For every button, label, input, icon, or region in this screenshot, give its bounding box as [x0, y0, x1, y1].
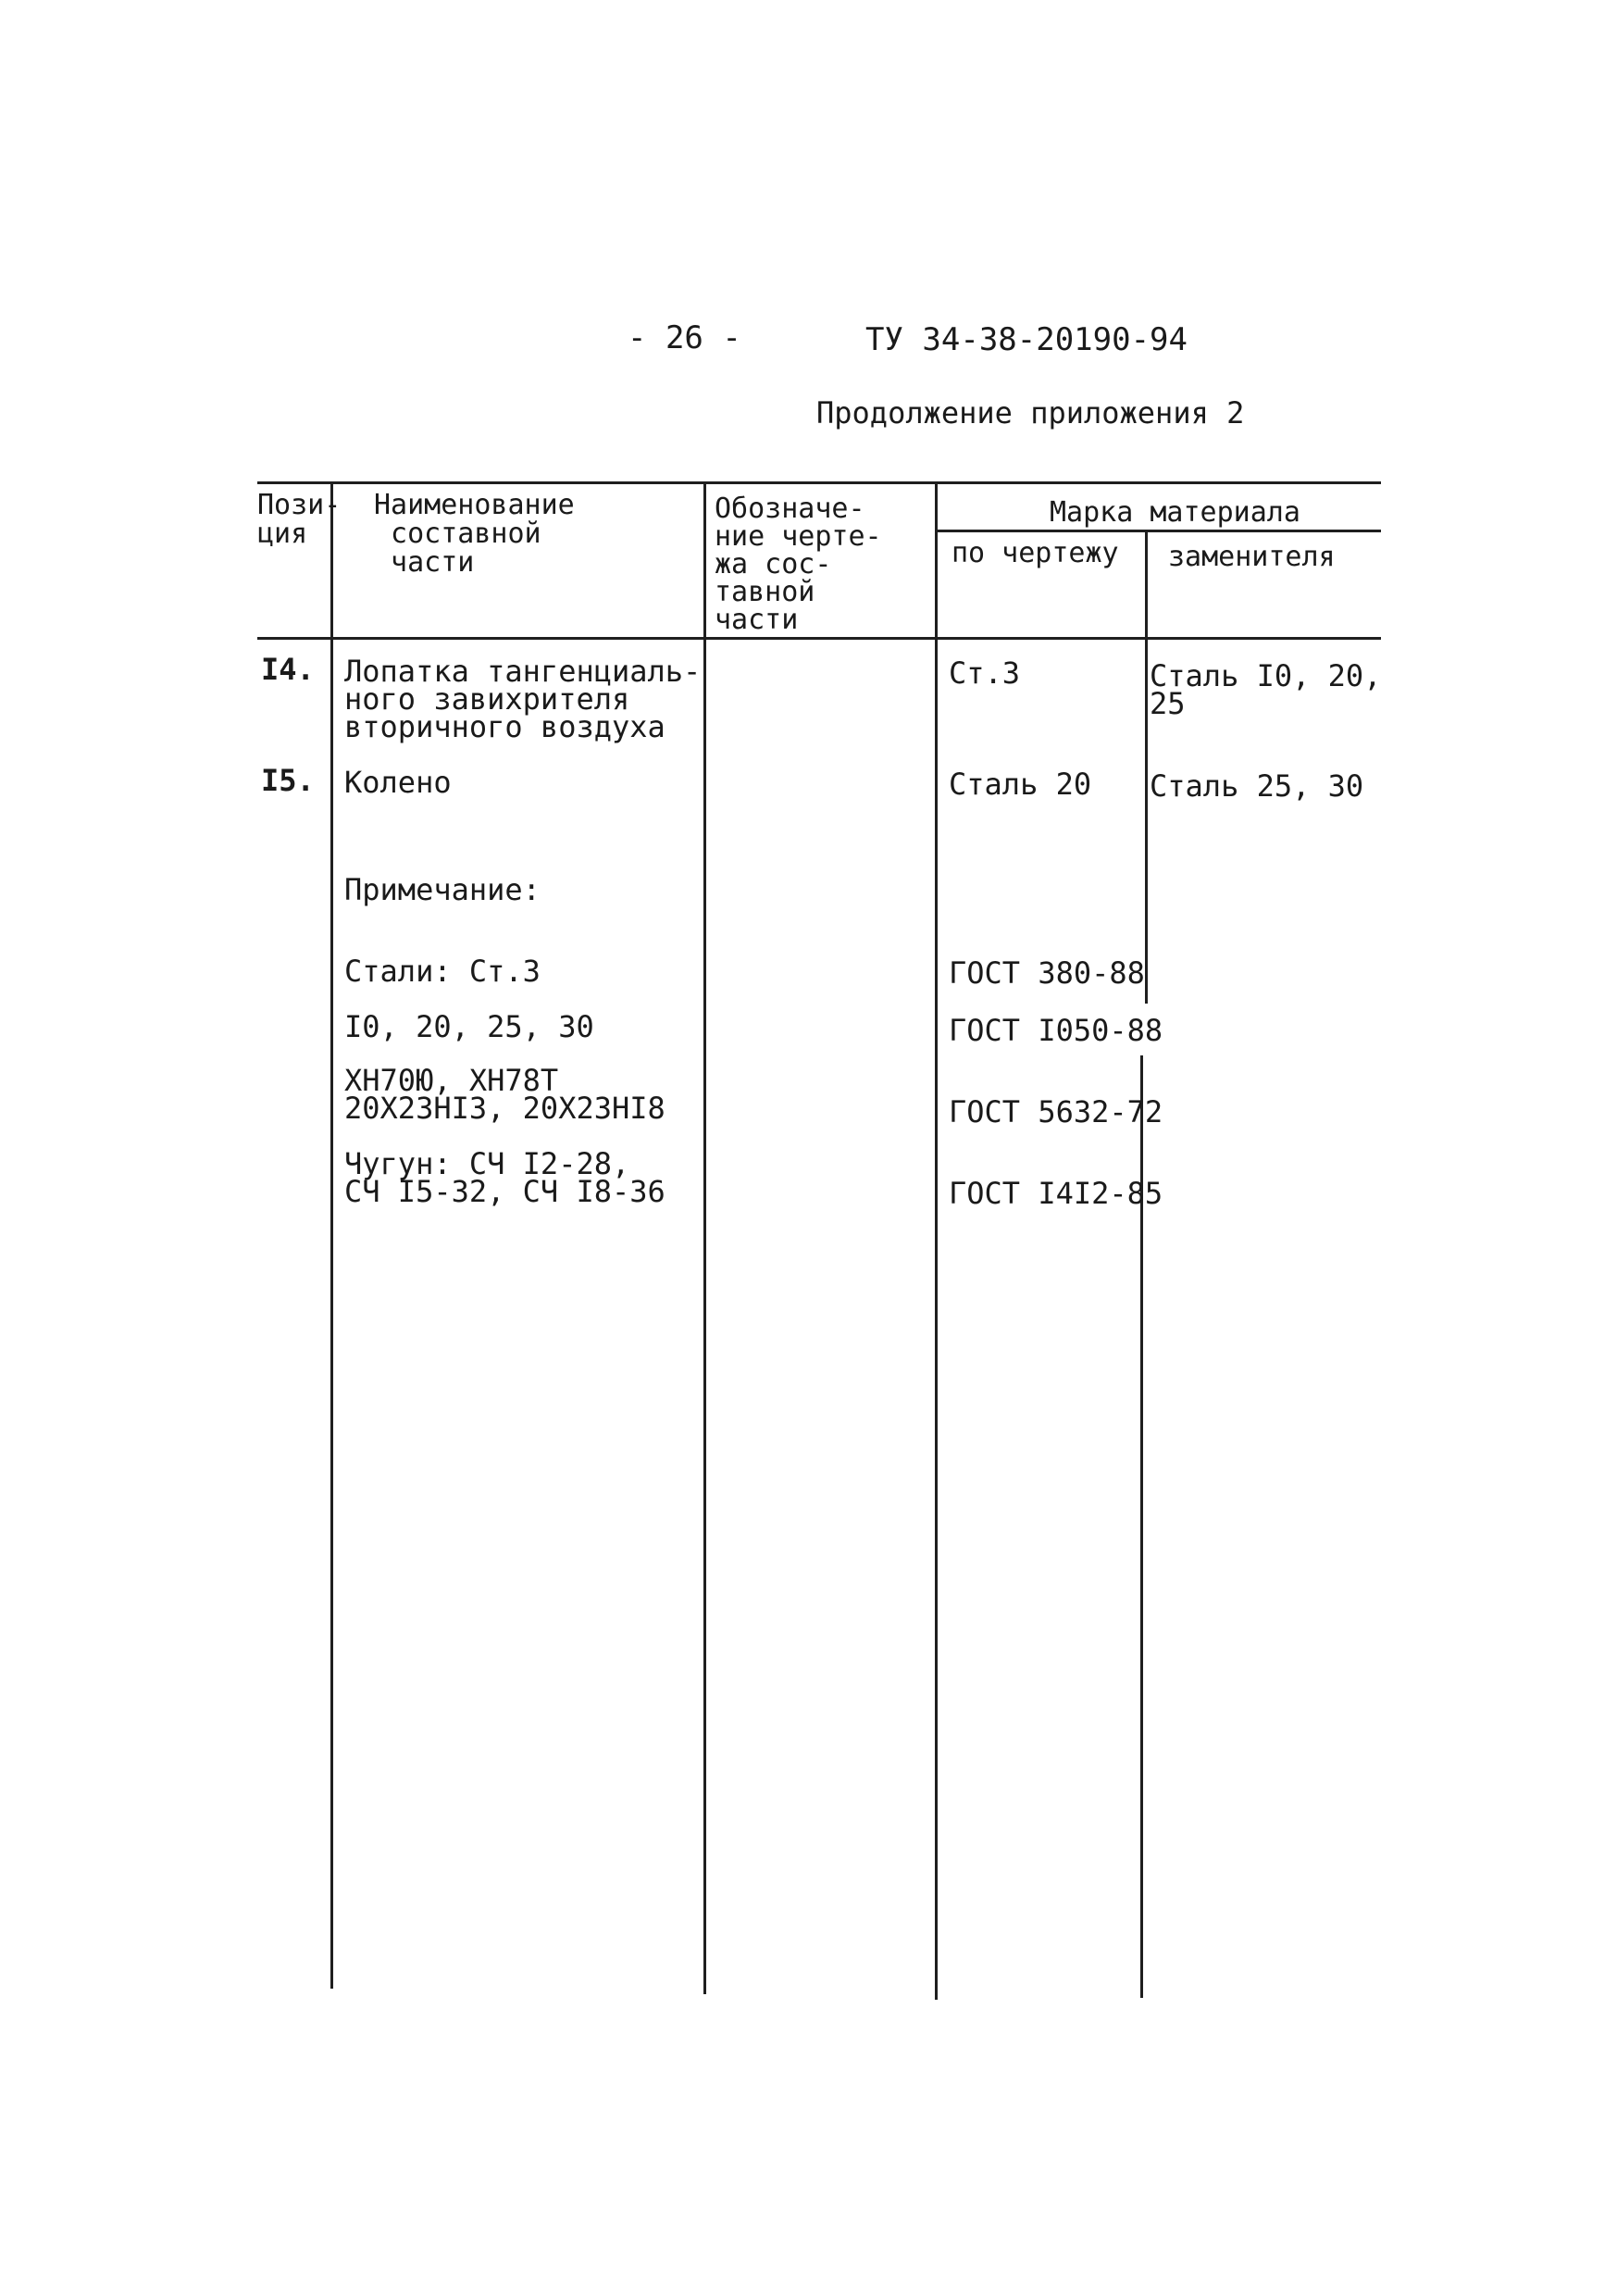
header-name: Наименование составной части	[374, 489, 575, 579]
row-substitute: Сталь 25, 30	[1150, 768, 1364, 804]
note-material: I0, 20, 25, 30	[344, 1009, 594, 1044]
note-material: ХН70Ю, ХН78Т 20Х23НI3, 20Х23НI8	[344, 1063, 665, 1126]
page-number: - 26 -	[628, 319, 741, 356]
header-bottom-rule	[257, 637, 1381, 640]
column-divider-1	[330, 481, 333, 1989]
row-position: I5.	[261, 763, 315, 798]
material-group-rule	[937, 530, 1381, 532]
note-standard: ГОСТ I4I2-85	[949, 1176, 1163, 1211]
header-by-drawing: по чертежу	[952, 537, 1119, 569]
note-standard: ГОСТ 5632-72	[949, 1094, 1163, 1129]
document-code: ТУ 34-38-20190-94	[865, 321, 1188, 358]
row-substitute: Сталь I0, 20, 25	[1150, 658, 1382, 721]
row-name: Лопатка тангенциаль- ного завихрителя вторичного воздуха	[344, 654, 702, 744]
table-top-rule	[257, 481, 1381, 484]
column-divider-4	[1145, 530, 1148, 1004]
row-position: I4.	[261, 652, 315, 687]
row-by-drawing: Сталь 20	[949, 767, 1092, 802]
header-designation: Обозначе- ние черте- жа сос- тавной части	[715, 493, 882, 636]
note-material: Стали: Ст.3	[344, 954, 541, 989]
note-material: Чугун: СЧ I2-28, СЧ I5-32, СЧ I8-36	[344, 1146, 665, 1209]
header-position: Пози- ция	[257, 489, 342, 550]
note-standard: ГОСТ I050-88	[949, 1013, 1163, 1048]
row-by-drawing: Ст.3	[949, 655, 1021, 691]
continuation-caption: Продолжение приложения 2	[816, 395, 1245, 430]
column-divider-2	[703, 481, 706, 1994]
column-divider-3	[935, 481, 938, 2000]
note-standard: ГОСТ 380-88	[949, 955, 1145, 991]
row-name: Колено	[344, 765, 452, 800]
header-substitute: заменителя	[1168, 541, 1336, 573]
note-title: Примечание:	[344, 872, 541, 907]
header-material-group: Марка материала	[1050, 496, 1300, 529]
